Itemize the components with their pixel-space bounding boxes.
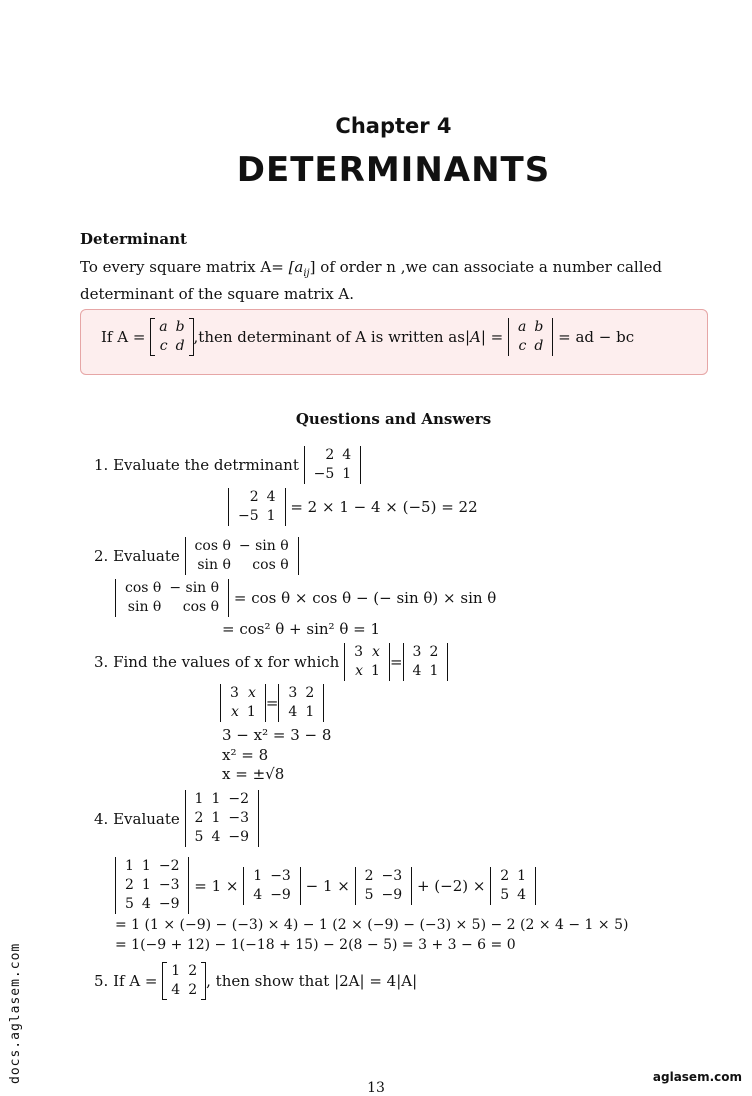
q4-line3: = 1(−9 + 12) − 1(−18 + 15) − 2(8 − 5) = 3 + 3 − 6 = 0 — [115, 937, 516, 953]
q1-question: 1. Evaluate the detrminant 2 4 −5 1 — [94, 446, 361, 484]
section-paragraph: To every square matrix $A= [a_{ij}]$ of order n ,we can associate a number called determinant of the square matrix A. — [80, 258, 662, 303]
det-a: a b c d — [508, 318, 553, 356]
q3-question: 3. Find the values of x for which 3 x x 1 = 3 2 4 1 — [94, 643, 448, 681]
definition-content: If A = a b c d ,then determinant of A is written as|A| = a b c d = ad − bc — [101, 319, 635, 354]
footer-brand: aglasem.com — [652, 1070, 742, 1084]
qa-heading: Questions and Answers — [295, 410, 492, 428]
q4-question: 4. Evaluate 1 1 −2 2 1 −3 5 4 −9 — [94, 790, 259, 847]
section-heading: Determinant — [80, 230, 187, 248]
q4-expansion: 1 1 −2 2 1 −3 5 4 −9 = 1 × 1 −3 4 −9 − 1 × 2 −3 5 −9 + (−2) × 2 1 5 4 — [115, 857, 536, 914]
q1-answer: 2 4 −5 1 = 2 × 1 − 4 × (−5) = 22 — [228, 488, 478, 526]
q2-answer-line2: = cos² θ + sin² θ = 1 — [222, 620, 380, 638]
q3-step3: x = ±√8 — [222, 765, 285, 783]
q3-answer: 3 x x 1 = 3 2 4 1 — [220, 684, 324, 722]
q2-answer: cos θ − sin θ sin θ cos θ = cos θ × cos θ − (− sin θ) × sin θ — [115, 579, 496, 617]
chapter-label: Chapter 4 — [335, 114, 452, 138]
matrix-a: a b c d — [150, 318, 193, 356]
side-watermark: docs.aglasem.com — [8, 942, 23, 1084]
q2-question: 2. Evaluate cos θ − sin θ sin θ cos θ — [94, 537, 299, 575]
chapter-title: DETERMINANTS — [236, 150, 551, 190]
q4-line2: = 1 (1 × (−9) − (−3) × 4) − 1 (2 × (−9) − (−3) × 5) − 2 (2 × 4 − 1 × 5) — [115, 917, 629, 933]
q3-step1: 3 − x² = 3 − 8 — [222, 726, 332, 744]
q5-question: 5. If A = 1 2 4 2 , then show that |2A| = 4|A| — [94, 963, 418, 998]
page-number: 13 — [367, 1080, 385, 1096]
q3-step2: x² = 8 — [222, 746, 269, 764]
